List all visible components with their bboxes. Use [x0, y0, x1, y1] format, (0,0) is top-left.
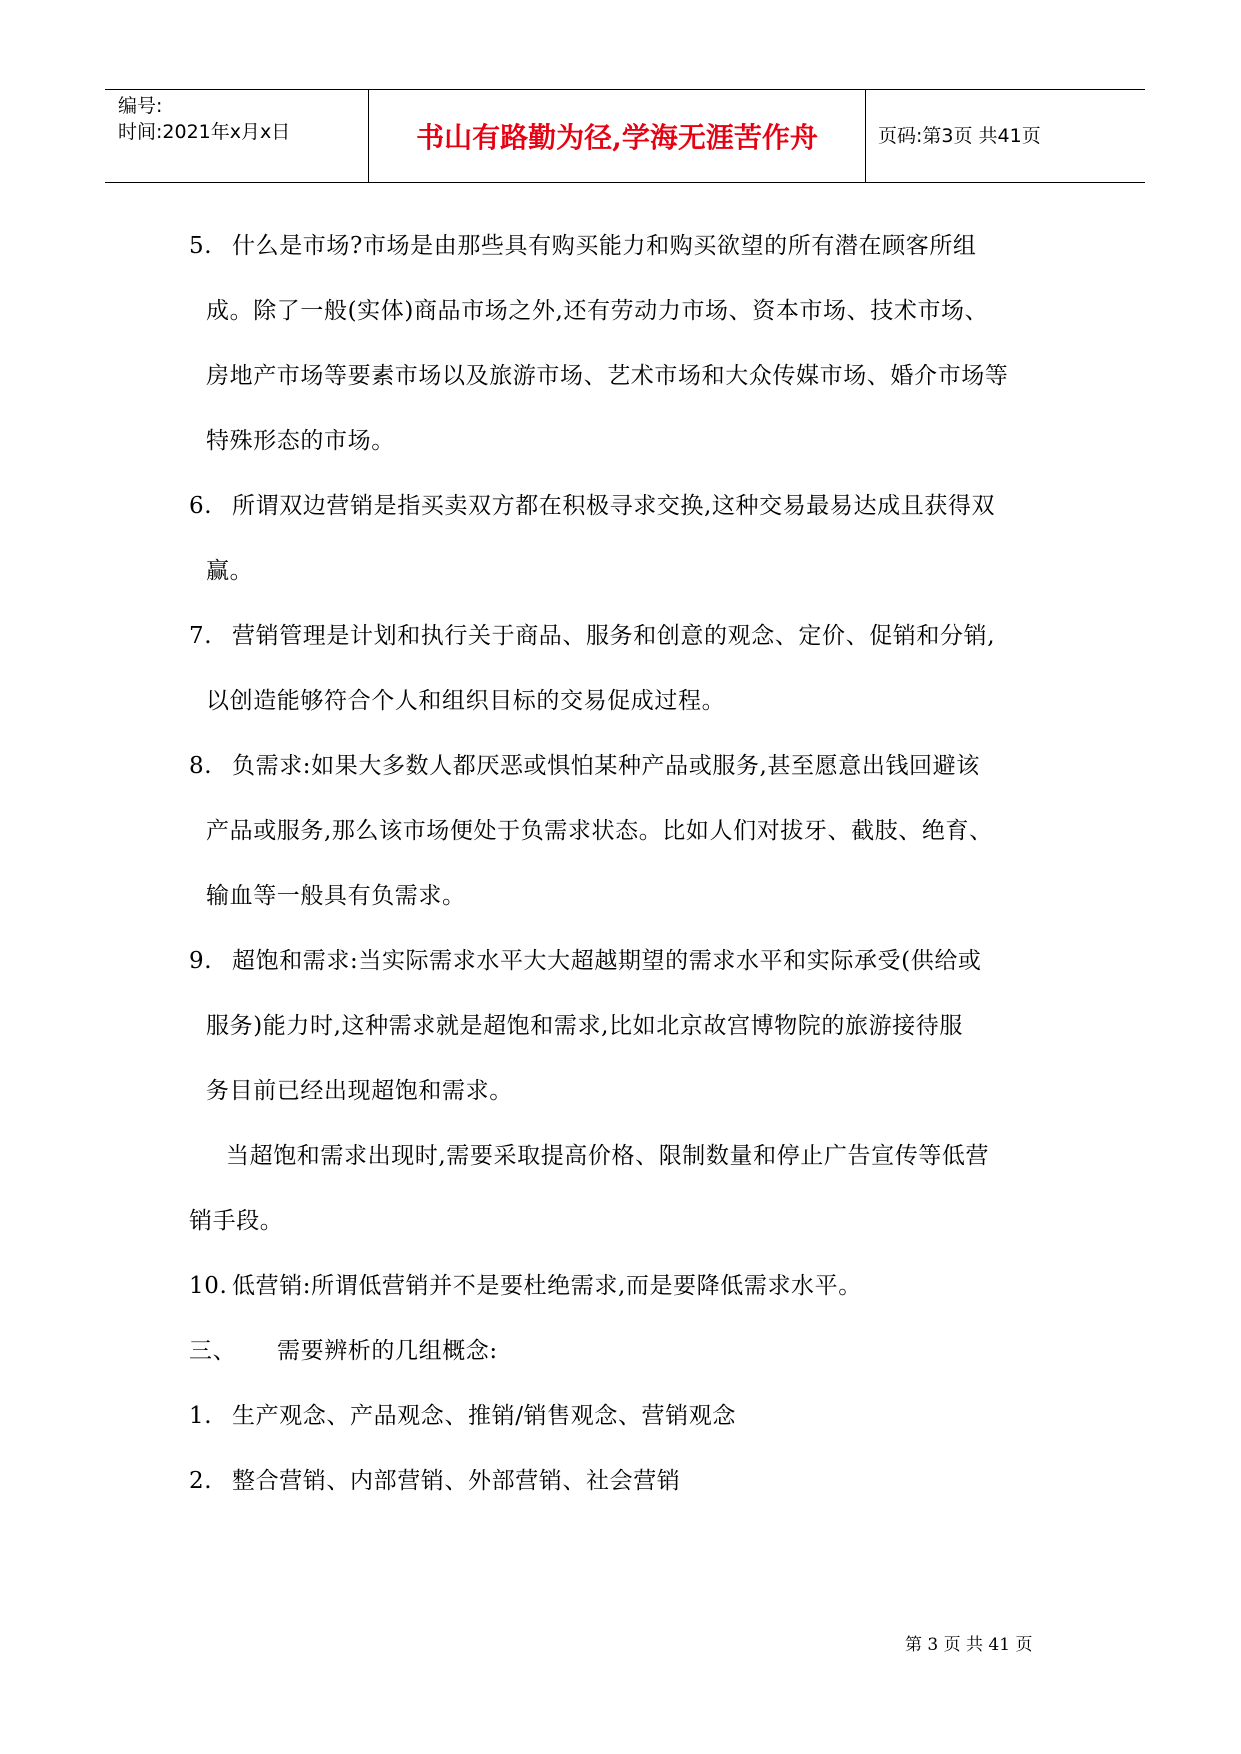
- list-item-number: 8.: [189, 753, 213, 779]
- header-middle-cell: [369, 90, 866, 182]
- paragraph-text: 销手段。: [189, 1208, 284, 1234]
- header-left-cell: [105, 90, 369, 182]
- list-item-text: 房地产市场等要素市场以及旅游市场、艺术市场和大众传媒市场、婚介市场等: [206, 363, 1009, 389]
- page-header: [105, 89, 1145, 183]
- list-item-number: 2.: [189, 1468, 213, 1494]
- list-item-text: 特殊形态的市场。: [206, 428, 395, 454]
- list-item-number: 10.: [189, 1273, 228, 1299]
- list-item-text: 成。除了一般(实体)商品市场之外,还有劳动力市场、资本市场、技术市场、: [206, 298, 989, 324]
- list-item-number: 9.: [189, 948, 213, 974]
- list-item-text: 营销管理是计划和执行关于商品、服务和创意的观念、定价、促销和分销,: [232, 623, 996, 649]
- list-item-text: 什么是市场?市场是由那些具有购买能力和购买欲望的所有潜在顾客所组: [232, 233, 977, 259]
- header-right-cell: [866, 90, 1145, 182]
- section-heading: 需要辨析的几组概念:: [277, 1338, 498, 1364]
- list-item-text: 输血等一般具有负需求。: [206, 883, 466, 909]
- page-footer: 第 3 页 共 41 页: [905, 1635, 1033, 1655]
- list-item-text: 赢。: [206, 558, 254, 584]
- list-item-text: 务目前已经出现超饱和需求。: [206, 1078, 513, 1104]
- list-item-text: 整合营销、内部营销、外部营销、社会营销: [232, 1468, 681, 1494]
- list-item-number: 1.: [189, 1403, 213, 1429]
- list-item-number: 6.: [189, 493, 213, 519]
- header-motto: 书山有路勤为径,学海无涯苦作舟: [416, 121, 818, 154]
- section-number: 三、: [189, 1338, 237, 1364]
- paragraph-text: 当超饱和需求出现时,需要采取提高价格、限制数量和停止广告宣传等低营: [226, 1143, 990, 1169]
- list-item-text: 低营销:所谓低营销并不是要杜绝需求,而是要降低需求水平。: [232, 1273, 862, 1299]
- list-item-text: 产品或服务,那么该市场便处于负需求状态。比如人们对拔牙、截肢、绝育、: [206, 818, 993, 844]
- list-item-text: 所谓双边营销是指买卖双方都在积极寻求交换,这种交易最易达成且获得双: [232, 493, 996, 519]
- document-time-label: 时间:2021年x月x日: [118, 121, 291, 143]
- list-item-text: 服务)能力时,这种需求就是超饱和需求,比如北京故宫博物院的旅游接待服: [206, 1013, 963, 1039]
- document-number-label: 编号:: [118, 95, 163, 117]
- list-item-number: 7.: [189, 623, 213, 649]
- header-page-label: 页码:第3页 共41页: [878, 125, 1041, 147]
- list-item-text: 负需求:如果大多数人都厌恶或惧怕某种产品或服务,甚至愿意出钱回避该: [232, 753, 980, 779]
- list-item-text: 生产观念、产品观念、推销/销售观念、营销观念: [232, 1403, 736, 1429]
- list-item-text: 超饱和需求:当实际需求水平大大超越期望的需求水平和实际承受(供给或: [232, 948, 982, 974]
- list-item-text: 以创造能够符合个人和组织目标的交易促成过程。: [206, 688, 726, 714]
- list-item-number: 5.: [189, 233, 213, 259]
